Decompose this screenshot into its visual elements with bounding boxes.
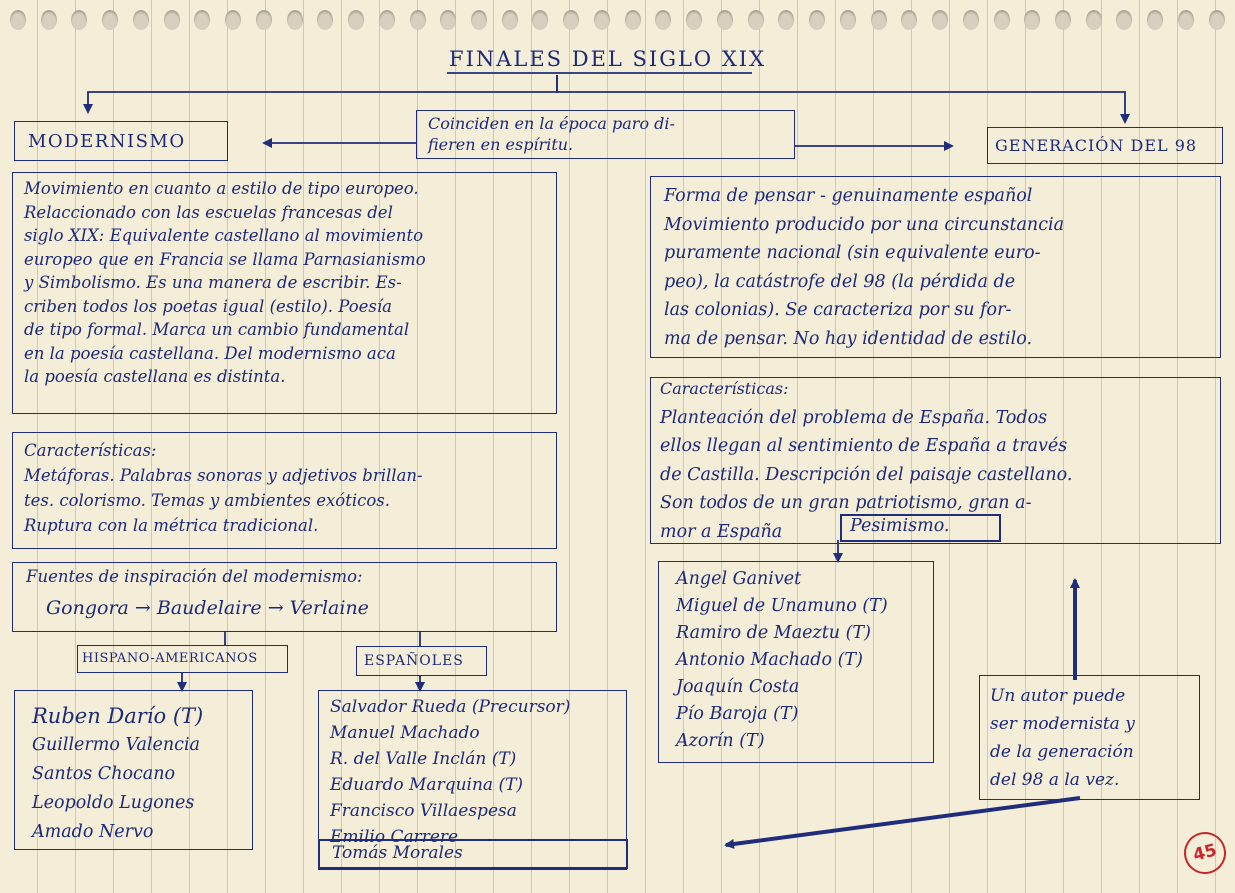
list-item: Leopoldo Lugones bbox=[32, 793, 195, 813]
hispano-label: HISPANO-AMERICANOS bbox=[82, 651, 258, 666]
sources-label: Fuentes de inspiración del modernismo: bbox=[26, 567, 363, 586]
list-item: Eduardo Marquina (T) bbox=[330, 775, 524, 795]
source-verlaine: Verlaine bbox=[289, 597, 369, 619]
authors-list bbox=[676, 566, 888, 755]
list-item: Ruben Darío (T) bbox=[32, 704, 204, 728]
list-item: R. del Valle Inclán (T) bbox=[330, 749, 517, 769]
hispano-list bbox=[32, 702, 203, 847]
list-item: Francisco Villaespesa bbox=[330, 801, 517, 821]
list-item: Joaquín Costa bbox=[676, 677, 800, 697]
list-item: Manuel Machado bbox=[330, 723, 480, 743]
generacion-characteristics: Características: Planteación del problema de España. Todos ellos llegan al sentimiento de España a través de Castilla. Descripción del paisaje castellano. Son todos de un gran patriotismo, gran a- mor a España bbox=[660, 379, 1073, 542]
list-item: Ramiro de Maeztu (T) bbox=[676, 623, 871, 643]
espanoles-list bbox=[330, 694, 570, 850]
list-item: Miguel de Unamuno (T) bbox=[676, 596, 888, 616]
note-text: Un autor puede ser modernista y de la generación del 98 a la vez. bbox=[990, 686, 1135, 790]
generacion-heading: GENERACIÓN DEL 98 bbox=[995, 136, 1198, 155]
espanoles-label: ESPAÑOLES bbox=[364, 653, 464, 669]
page-number-stamp: 45 bbox=[1179, 827, 1230, 878]
sources-chain: Gongora → Baudelaire → Verlaine bbox=[46, 597, 369, 619]
modernismo-heading: MODERNISMO bbox=[28, 131, 186, 152]
list-item: Angel Ganivet bbox=[676, 569, 802, 589]
list-item: Emilio Carrere bbox=[330, 827, 459, 847]
source-baudelaire: Baudelaire bbox=[156, 597, 262, 619]
list-item: Azorín (T) bbox=[676, 731, 765, 751]
modernismo-characteristics: Características: Metáforas. Palabras sonoras y adjetivos brillan- tes. colorismo. Temas y ambientes exóticos. Ruptura con la métrica tradicional. bbox=[24, 441, 423, 535]
list-item: Pío Baroja (T) bbox=[676, 704, 799, 724]
list-item: Antonio Machado (T) bbox=[676, 650, 863, 670]
modernismo-description: Movimiento en cuanto a estilo de tipo europeo. Relaccionado con las escuelas francesas del siglo XIX: Equivalente castellano al movimiento europeo que en Francia se llama Parnasianismo y Simbolismo. Es una manera de escribir. Es- criben todos los poetas igual (estilo). Poesía de tipo formal. Marca un cambio fundamental en la poesía castellana. Del modernismo aca la poesía castellana es distinta. bbox=[24, 179, 426, 386]
list-item: Amado Nervo bbox=[32, 822, 154, 842]
generacion-description: Forma de pensar - genuinamente español Movimiento producido por una circunstancia puramente nacional (sin equivalente euro- peo), la catástrofe del 98 (la pérdida de las colonias). Se caracteriza por su for- ma de pensar. No hay identidad de estilo. bbox=[664, 186, 1065, 349]
tomas-morales: Tomás Morales bbox=[332, 843, 463, 863]
list-item: Santos Chocano bbox=[32, 764, 176, 784]
page-title: FINALES DEL SIGLO XIX bbox=[449, 47, 767, 71]
list-item: Guillermo Valencia bbox=[32, 735, 200, 755]
pesimismo: Pesimismo. bbox=[850, 516, 950, 536]
source-gongora: Gongora bbox=[46, 597, 129, 619]
center-note: Coinciden en la época paro di- fieren en espíritu. bbox=[428, 114, 675, 154]
list-item: Salvador Rueda (Precursor) bbox=[330, 697, 571, 717]
